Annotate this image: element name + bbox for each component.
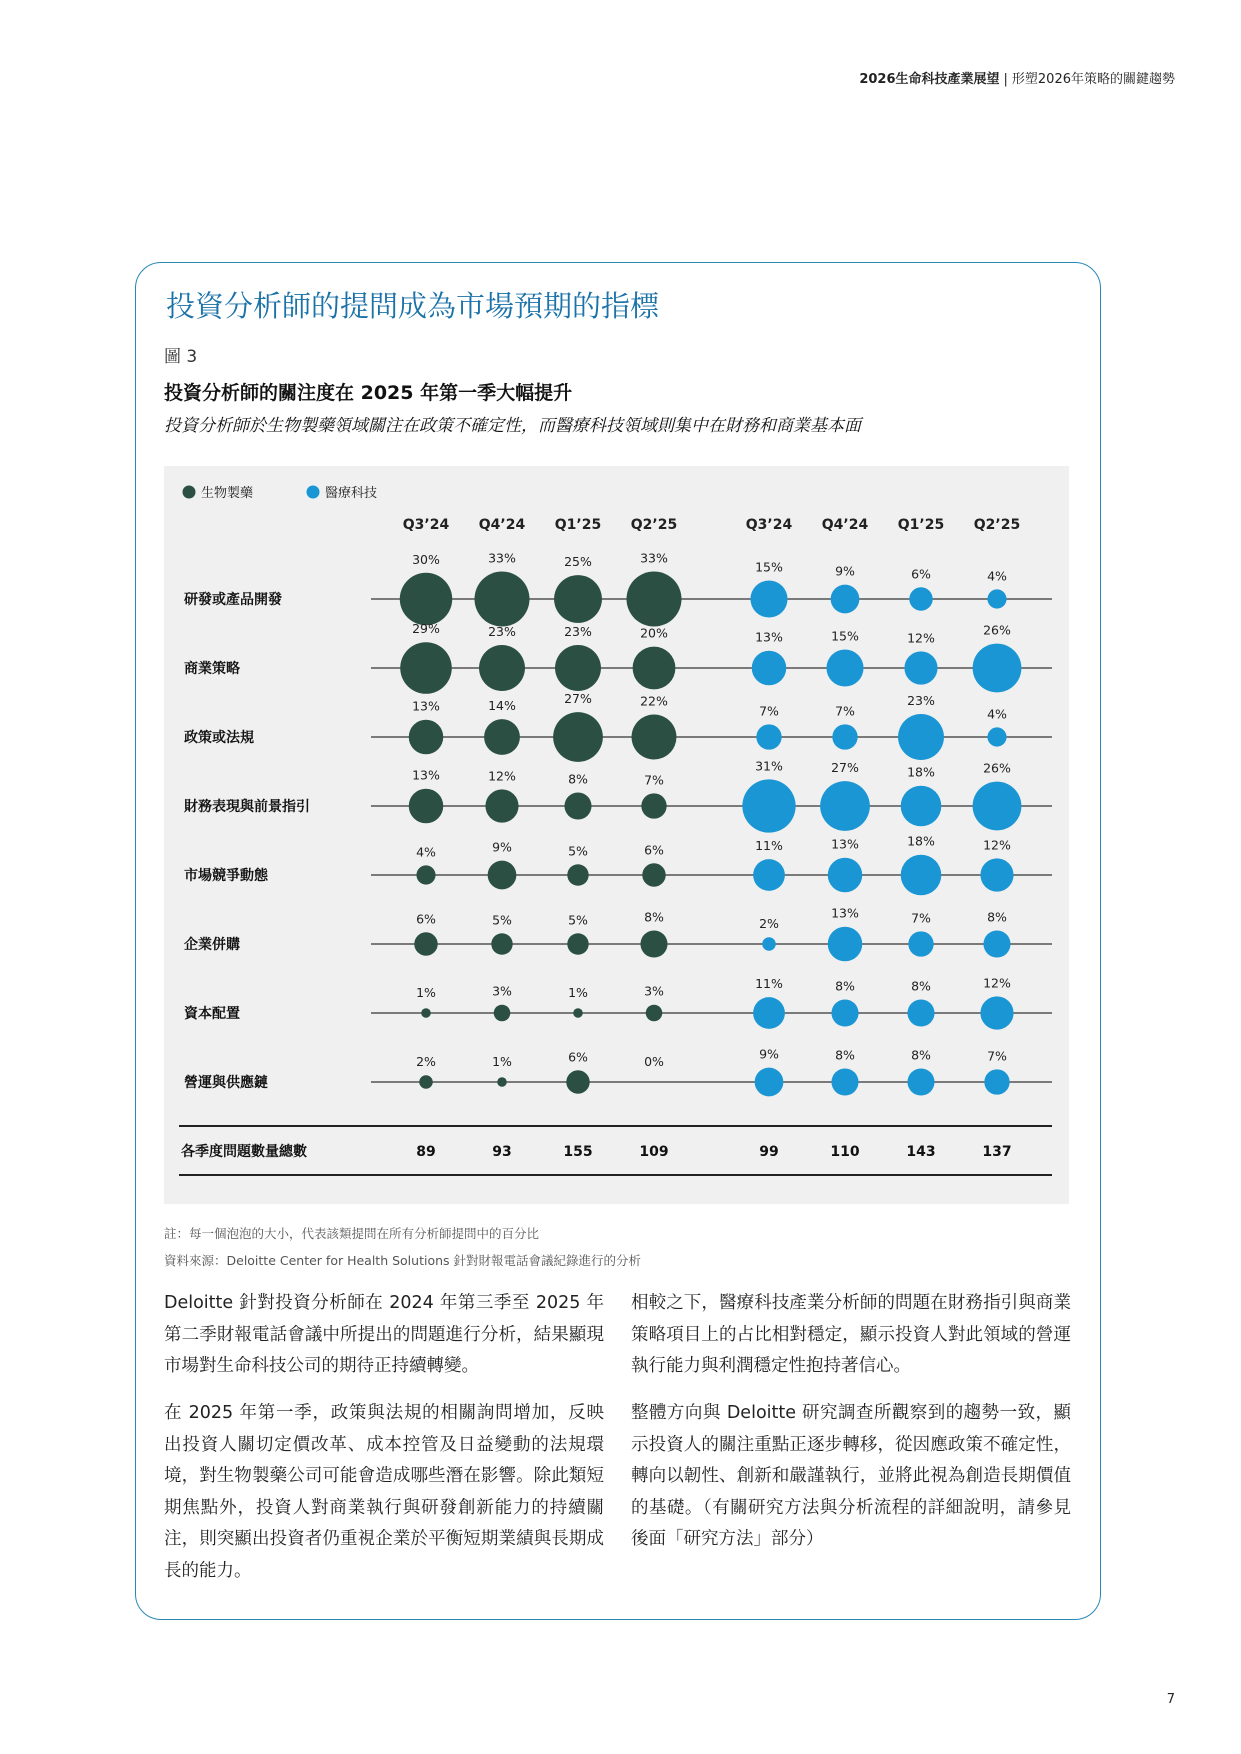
bubble bbox=[753, 997, 785, 1029]
bubble-value-label: 14% bbox=[488, 698, 516, 714]
bubble bbox=[555, 645, 601, 691]
bubble-value-label: 13% bbox=[831, 836, 859, 852]
bubble bbox=[828, 927, 863, 962]
row-label: 研發或產品開發 bbox=[184, 592, 282, 608]
bubble bbox=[756, 724, 781, 749]
bubble-value-label: 18% bbox=[907, 833, 935, 849]
bubble bbox=[409, 789, 444, 824]
bubble bbox=[567, 933, 588, 954]
bubble bbox=[646, 1005, 663, 1022]
bubble bbox=[485, 789, 518, 822]
bubble bbox=[642, 863, 665, 886]
bubble bbox=[901, 786, 942, 827]
bubble-value-label: 1% bbox=[416, 985, 436, 1000]
bubble-value-label: 8% bbox=[568, 771, 588, 787]
body-paragraph-3: 相較之下，醫療科技產業分析師的問題在財務指引與商業策略項目上的占比相對穩定，顯示投資人對此領域的營運執行能力與利潤穩定性抱持著信心。 bbox=[631, 1293, 1071, 1376]
total-value: 89 bbox=[416, 1144, 436, 1160]
bubble bbox=[479, 645, 525, 691]
row-label: 資本配置 bbox=[184, 1006, 240, 1022]
bubble-value-label: 7% bbox=[835, 703, 855, 719]
totals-label: 各季度問題數量總數 bbox=[181, 1144, 307, 1160]
bubble-value-label: 12% bbox=[907, 630, 935, 646]
bubble-value-label: 11% bbox=[755, 976, 783, 992]
bubble bbox=[494, 1005, 511, 1022]
bubble bbox=[633, 647, 676, 690]
bubble bbox=[627, 572, 682, 627]
bubble-value-label: 33% bbox=[488, 550, 516, 566]
header-separator: | bbox=[1003, 72, 1008, 87]
bubble-value-label: 7% bbox=[911, 910, 931, 926]
bubble bbox=[908, 931, 933, 956]
legend-label: 醫療科技 bbox=[325, 486, 378, 501]
bubble bbox=[414, 932, 437, 955]
bubble bbox=[409, 720, 444, 755]
bubble bbox=[904, 651, 937, 684]
bubble-value-label: 7% bbox=[987, 1048, 1007, 1064]
bubble-value-label: 8% bbox=[835, 1047, 855, 1063]
bubble-value-label: 26% bbox=[983, 622, 1011, 638]
figure-label: 圖 3 bbox=[164, 347, 198, 367]
bubble bbox=[980, 858, 1013, 891]
bubble-value-label: 7% bbox=[644, 772, 664, 788]
bubble-chart bbox=[164, 466, 1069, 1204]
bubble-value-label: 6% bbox=[911, 566, 931, 582]
bubble-value-label: 15% bbox=[755, 559, 783, 575]
bubble bbox=[831, 1068, 858, 1095]
quarter-header: Q1’25 bbox=[897, 517, 945, 533]
bubble bbox=[987, 727, 1006, 746]
bubble-value-label: 27% bbox=[831, 760, 859, 776]
bubble bbox=[832, 724, 857, 749]
bubble-value-label: 31% bbox=[755, 758, 783, 774]
bubble bbox=[553, 712, 603, 762]
bubble bbox=[554, 575, 602, 623]
quarter-header: Q4’24 bbox=[478, 517, 526, 533]
bubble bbox=[973, 782, 1022, 831]
legend-swatch bbox=[307, 486, 320, 499]
bubble-value-label: 1% bbox=[492, 1054, 512, 1069]
page-number: 7 bbox=[1166, 1692, 1175, 1707]
bubble-value-label: 6% bbox=[416, 911, 436, 927]
body-paragraph-2: 在 2025 年第一季，政策與法規的相關詢問增加，反映出投資人關切定價改革、成本控管及日益變動的法規環境，對生物製藥公司可能會造成哪些潛在影響。除此類短期焦點外，投資人對商業執行與研發創新能力的持續關注，則突顯出投資者仍重視企業於平衡短期業績與長期成長的能力。 bbox=[164, 1403, 604, 1581]
bubble-value-label: 15% bbox=[831, 628, 859, 644]
bubble bbox=[753, 859, 785, 891]
bubble-value-label: 5% bbox=[492, 912, 512, 928]
bubble-value-label: 13% bbox=[412, 767, 440, 783]
bubble-value-label: 8% bbox=[835, 978, 855, 994]
bubble-value-label: 8% bbox=[911, 1047, 931, 1063]
bubble-value-label: 20% bbox=[640, 625, 668, 641]
bubble bbox=[983, 930, 1010, 957]
bubble-value-label: 8% bbox=[987, 909, 1007, 925]
bubble bbox=[742, 779, 795, 832]
bubble-value-label: 4% bbox=[416, 844, 436, 860]
bubble-value-label: 2% bbox=[759, 916, 779, 931]
bubble-value-label: 27% bbox=[564, 691, 592, 707]
bubble-value-label: 5% bbox=[568, 912, 588, 928]
bubble-value-label: 12% bbox=[983, 975, 1011, 991]
total-value: 93 bbox=[492, 1144, 512, 1160]
bubble bbox=[820, 781, 870, 831]
bubble bbox=[987, 589, 1006, 608]
bubble-value-label: 4% bbox=[987, 706, 1007, 722]
bubble-value-label: 7% bbox=[759, 703, 779, 719]
row-label: 政策或法規 bbox=[184, 730, 254, 746]
total-value: 110 bbox=[830, 1144, 860, 1160]
total-value: 155 bbox=[563, 1144, 593, 1160]
bubble-value-label: 11% bbox=[755, 838, 783, 854]
bubble-value-label: 30% bbox=[412, 551, 440, 567]
bubble-value-label: 3% bbox=[492, 983, 512, 999]
body-paragraph-1: Deloitte 針對投資分析師在 2024 年第三季至 2025 年第二季財報電話會議中所提出的問題進行分析，結果顯現市場對生命科技公司的期待正持續轉變。 bbox=[164, 1293, 604, 1376]
running-header bbox=[859, 68, 1175, 87]
bubble bbox=[566, 1070, 589, 1093]
legend-swatch bbox=[183, 486, 196, 499]
row-label: 財務表現與前景指引 bbox=[184, 799, 310, 815]
row-label: 市場競爭動態 bbox=[184, 868, 268, 884]
bubble-value-label: 9% bbox=[835, 563, 855, 579]
bubble-value-label: 23% bbox=[488, 624, 516, 640]
bubble bbox=[573, 1008, 583, 1018]
bubble bbox=[750, 580, 787, 617]
bubble bbox=[421, 1008, 431, 1018]
bubble-value-label: 13% bbox=[412, 698, 440, 714]
bubble bbox=[400, 642, 452, 694]
bubble bbox=[898, 714, 944, 760]
bubble-value-label: 13% bbox=[831, 905, 859, 921]
bubble bbox=[475, 572, 530, 627]
bubble bbox=[567, 864, 588, 885]
bubble bbox=[488, 861, 517, 890]
bubble bbox=[755, 1068, 784, 1097]
bubble-value-label: 9% bbox=[759, 1046, 779, 1062]
quarter-header: Q3’24 bbox=[402, 517, 450, 533]
bubble bbox=[909, 587, 932, 610]
bubble-value-label: 12% bbox=[983, 837, 1011, 853]
total-value: 137 bbox=[982, 1144, 1012, 1160]
bubble bbox=[632, 715, 677, 760]
bubble-value-label: 8% bbox=[911, 978, 931, 994]
bubble bbox=[641, 793, 666, 818]
bubble bbox=[640, 930, 667, 957]
bubble bbox=[984, 1069, 1009, 1094]
report-title: 2026生命科技產業展望 bbox=[859, 72, 1000, 87]
bubble bbox=[831, 999, 858, 1026]
bubble bbox=[831, 585, 860, 614]
bubble bbox=[752, 651, 787, 686]
bubble-value-label: 33% bbox=[640, 550, 668, 566]
bubble bbox=[907, 999, 934, 1026]
bubble bbox=[400, 573, 452, 625]
bubble bbox=[497, 1077, 507, 1087]
row-label: 企業併購 bbox=[184, 937, 240, 953]
bubble bbox=[491, 933, 512, 954]
body-paragraph-4: 整體方向與 Deloitte 研究調查所觀察到的趨勢一致，顯示投資人的關注重點正逐步轉移，從因應政策不確定性，轉向以韌性、創新和嚴謹執行，並將此視為創造長期價值的基礎。（有關研究方法與分析流程的詳細說明，請參見後面「研究方法」部分） bbox=[631, 1403, 1071, 1549]
quarter-header: Q2’25 bbox=[973, 517, 1021, 533]
bubble-value-label: 9% bbox=[492, 839, 512, 855]
card-title: 投資分析師的提問成為市場預期的指標 bbox=[166, 289, 660, 323]
bubble bbox=[762, 937, 776, 951]
bubble-value-label: 6% bbox=[568, 1049, 588, 1065]
bubble bbox=[416, 865, 435, 884]
quarter-header: Q1’25 bbox=[554, 517, 602, 533]
total-value: 109 bbox=[639, 1144, 669, 1160]
bubble-value-label: 0% bbox=[644, 1054, 664, 1069]
bubble-value-label: 8% bbox=[644, 909, 664, 925]
section-title: 形塑2026年策略的關鍵趨勢 bbox=[1011, 72, 1175, 87]
bubble bbox=[980, 996, 1013, 1029]
chart-source: 資料來源：Deloitte Center for Health Solutions 針對財報電話會議紀錄進行的分析 bbox=[164, 1253, 642, 1268]
figure-subtitle: 投資分析師於生物製藥領域關注在政策不確定性，而醫療科技領域則集中在財務和商業基本面 bbox=[164, 416, 861, 436]
bubble bbox=[828, 858, 863, 893]
bubble-value-label: 5% bbox=[568, 843, 588, 859]
row-label: 商業策略 bbox=[184, 661, 240, 677]
bubble bbox=[419, 1075, 433, 1089]
bubble-chart-svg bbox=[164, 466, 1069, 1204]
bubble-value-label: 13% bbox=[755, 629, 783, 645]
bubble-value-label: 18% bbox=[907, 764, 935, 780]
bubble-value-label: 25% bbox=[564, 554, 592, 570]
bubble-value-label: 23% bbox=[907, 693, 935, 709]
bubble-value-label: 3% bbox=[644, 983, 664, 999]
total-value: 99 bbox=[759, 1144, 779, 1160]
bubble-value-label: 12% bbox=[488, 768, 516, 784]
row-label: 營運與供應鏈 bbox=[184, 1075, 268, 1091]
bubble-value-label: 4% bbox=[987, 568, 1007, 584]
bubble-value-label: 23% bbox=[564, 624, 592, 640]
figure-title: 投資分析師的關注度在 2025 年第一季大幅提升 bbox=[164, 382, 573, 404]
bubble bbox=[484, 719, 520, 755]
bubble bbox=[907, 1068, 934, 1095]
legend-label: 生物製藥 bbox=[201, 486, 254, 501]
bubble bbox=[973, 644, 1022, 693]
chart-note: 註：每一個泡泡的大小，代表該類提問在所有分析師提問中的百分比 bbox=[164, 1226, 540, 1241]
bubble bbox=[826, 649, 863, 686]
bubble-value-label: 22% bbox=[640, 693, 668, 709]
total-value: 143 bbox=[906, 1144, 936, 1160]
bubble bbox=[564, 792, 591, 819]
bubble bbox=[901, 855, 942, 896]
bubble-value-label: 1% bbox=[568, 985, 588, 1000]
bubble-value-label: 29% bbox=[412, 621, 440, 637]
quarter-header: Q4’24 bbox=[821, 517, 869, 533]
bubble-value-label: 6% bbox=[644, 842, 664, 858]
bubble-value-label: 2% bbox=[416, 1054, 436, 1069]
quarter-header: Q3’24 bbox=[745, 517, 793, 533]
bubble-value-label: 26% bbox=[983, 760, 1011, 776]
quarter-header: Q2’25 bbox=[630, 517, 678, 533]
